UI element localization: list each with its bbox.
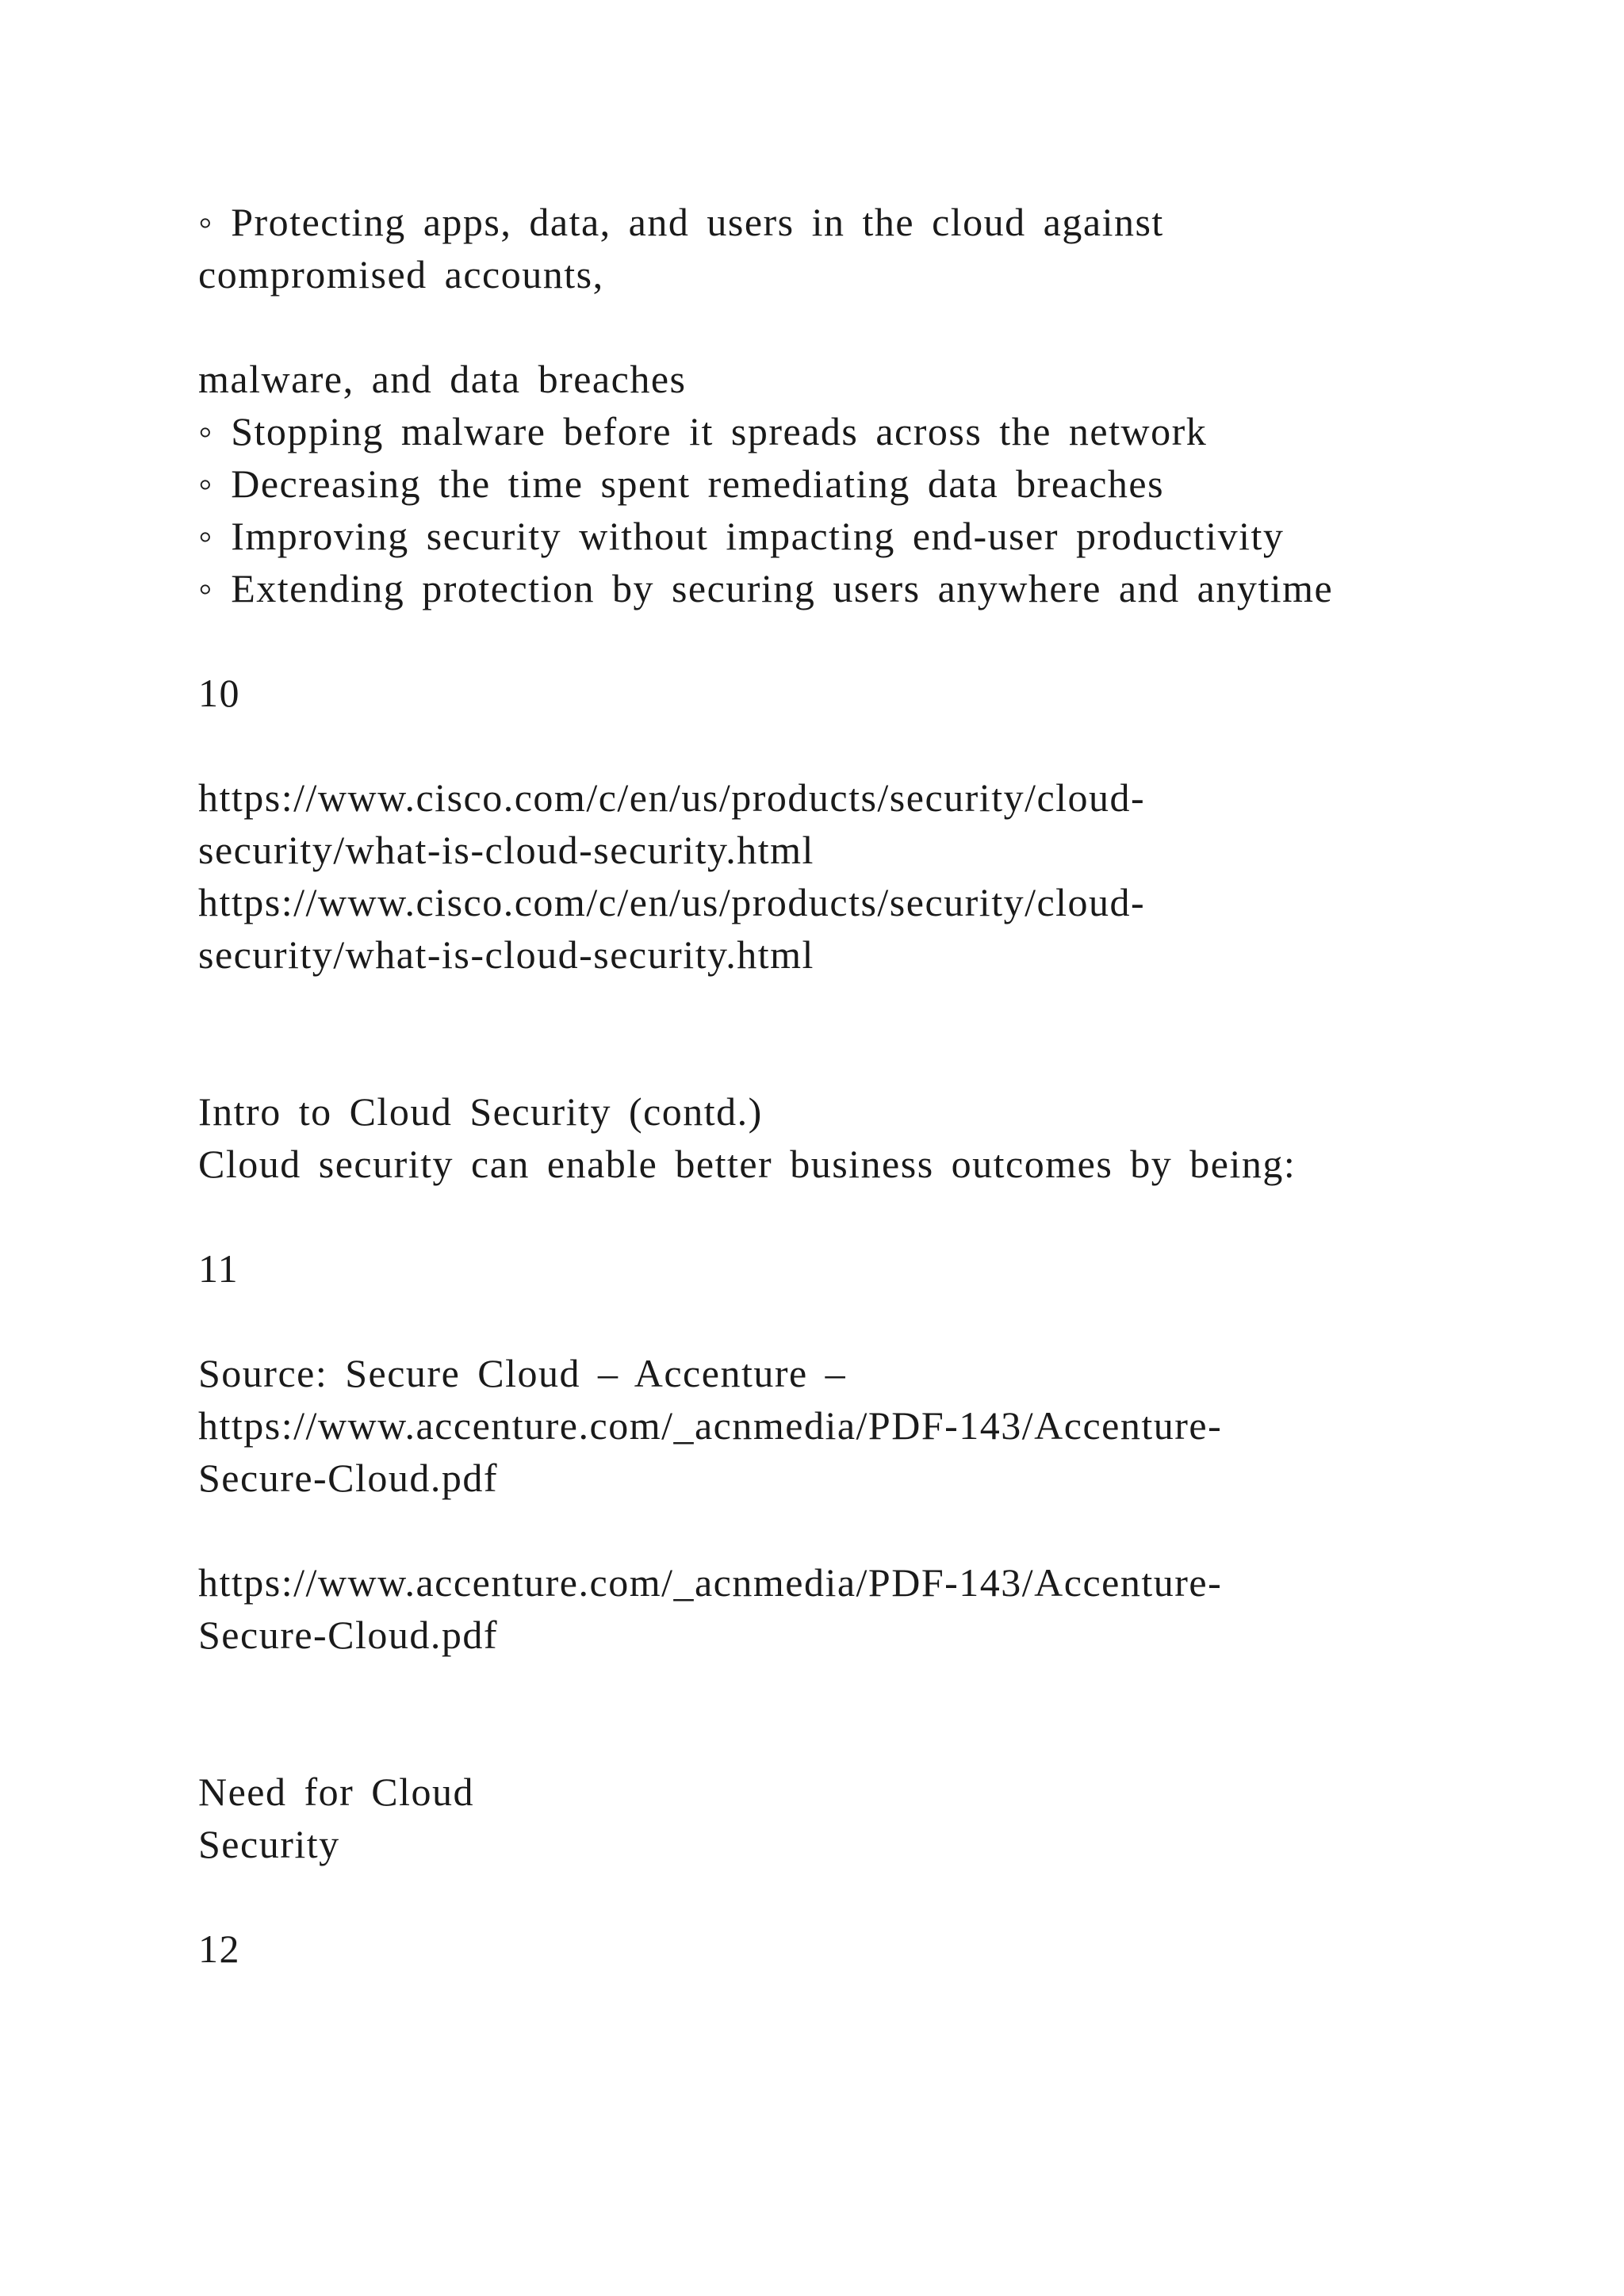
source-link-line-1[interactable]: https://www.accenture.com/_acnmedia/PDF-143/Accenture- bbox=[198, 1403, 1223, 1448]
page-number: 10 bbox=[198, 671, 240, 715]
bullet-extending-protection: ◦ Extending protection by securing users anywhere and anytime bbox=[198, 566, 1334, 610]
bullet-decreasing-time: ◦ Decreasing the time spent remediating data breaches bbox=[198, 461, 1165, 506]
section-title-need-cont: Security bbox=[198, 1822, 340, 1866]
text-malware-data-breaches: malware, and data breaches bbox=[198, 357, 687, 401]
cisco-link-line-1[interactable]: https://www.cisco.com/c/en/us/products/security/cloud- bbox=[198, 775, 1146, 820]
accenture-link-line-1[interactable]: https://www.accenture.com/_acnmedia/PDF-143/Accenture- bbox=[198, 1560, 1223, 1605]
cisco-link-line-2[interactable]: security/what-is-cloud-security.html bbox=[198, 828, 814, 872]
accenture-link-line-2[interactable]: Secure-Cloud.pdf bbox=[198, 1613, 499, 1657]
bullet-stopping-malware: ◦ Stopping malware before it spreads across the network bbox=[198, 409, 1208, 453]
page-number: 11 bbox=[198, 1246, 239, 1291]
cisco-link-line-4[interactable]: security/what-is-cloud-security.html bbox=[198, 932, 814, 977]
source-label: Source: Secure Cloud – Accenture – bbox=[198, 1351, 847, 1395]
cisco-link-line-3[interactable]: https://www.cisco.com/c/en/us/products/security/cloud- bbox=[198, 880, 1146, 924]
text-compromised-accounts: compromised accounts, bbox=[198, 252, 604, 297]
bullet-improving-security: ◦ Improving security without impacting end-user productivity bbox=[198, 514, 1285, 558]
page-number: 12 bbox=[198, 1927, 240, 1971]
bullet-protecting-apps: ◦ Protecting apps, data, and users in the cloud against bbox=[198, 200, 1164, 244]
section-title-need: Need for Cloud bbox=[198, 1770, 475, 1814]
section-title-intro: Intro to Cloud Security (contd.) bbox=[198, 1089, 763, 1134]
section-subtitle-outcomes: Cloud security can enable better business outcomes by being: bbox=[198, 1142, 1297, 1186]
source-link-line-2[interactable]: Secure-Cloud.pdf bbox=[198, 1456, 499, 1500]
